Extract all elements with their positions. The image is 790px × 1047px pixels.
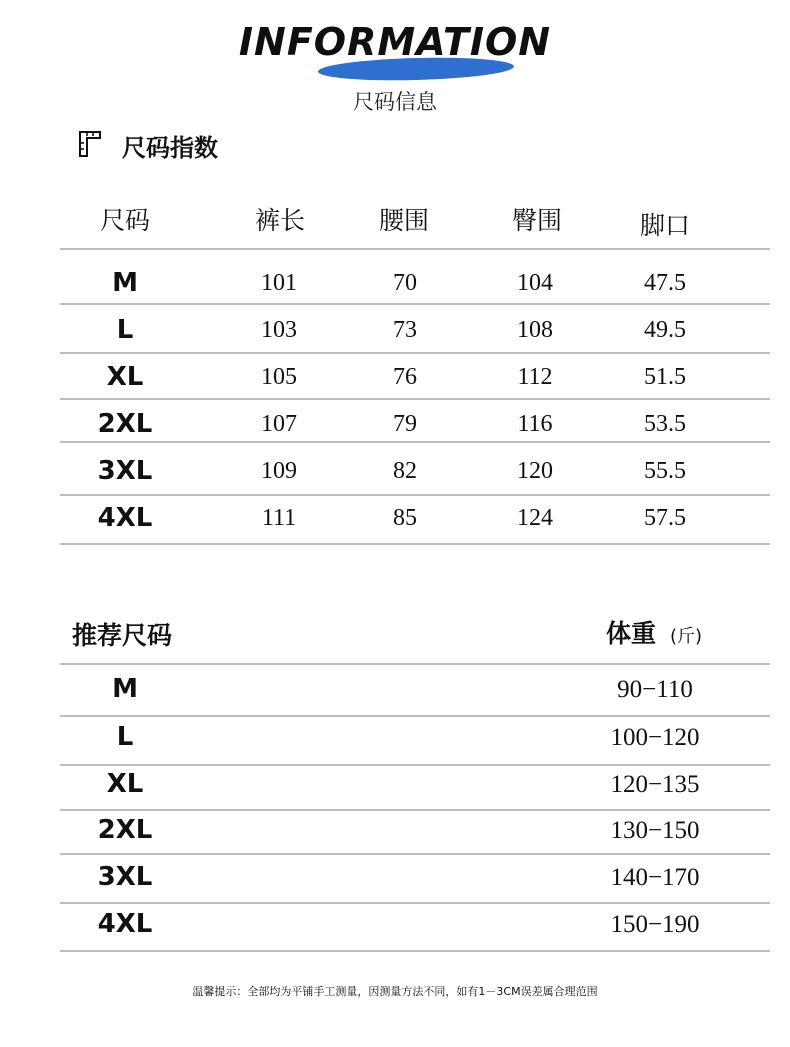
size-cell: XL [106, 362, 144, 392]
weight-cell: 100−120 [610, 724, 700, 751]
length-cell: 111 [261, 505, 297, 531]
recommend-size-cell: 4XL [97, 909, 153, 939]
length-cell: 105 [261, 364, 297, 390]
divider [60, 950, 770, 952]
weight-cell: 150−190 [610, 911, 700, 938]
page-subtitle: 尺码信息 [353, 90, 437, 114]
weight-cell: 120−135 [610, 771, 700, 798]
length-cell: 107 [261, 411, 297, 437]
col-header-waist: 腰围 [379, 206, 430, 235]
col-header-hip: 臀围 [512, 206, 563, 235]
weight-cell: 140−170 [610, 864, 700, 891]
weight-unit: (斤) [670, 626, 703, 647]
hip-cell: 104 [517, 270, 553, 296]
col-header-hem: 脚口 [640, 211, 691, 240]
divider [60, 715, 770, 717]
weight-cell: 130−150 [610, 817, 700, 844]
weight-header: 体重 [606, 619, 657, 648]
divider [60, 902, 770, 904]
divider [60, 663, 770, 665]
recommend-size-cell: M [112, 674, 138, 704]
length-cell: 103 [261, 317, 297, 343]
divider [60, 303, 770, 305]
divider [60, 352, 770, 354]
size-cell: 2XL [97, 409, 153, 439]
size-cell: 3XL [97, 456, 153, 486]
divider [60, 764, 770, 766]
hem-cell: 53.5 [644, 411, 686, 437]
divider [60, 398, 770, 400]
divider [60, 494, 770, 496]
weight-cell: 90−110 [617, 676, 693, 703]
size-cell: M [112, 268, 138, 298]
size-cell: L [116, 315, 134, 345]
hem-cell: 57.5 [644, 505, 686, 531]
hip-cell: 108 [517, 317, 553, 343]
hem-cell: 55.5 [644, 458, 686, 484]
waist-cell: 79 [393, 411, 417, 437]
hem-cell: 49.5 [644, 317, 686, 343]
section-title: 尺码指数 [122, 134, 218, 162]
hem-cell: 47.5 [644, 270, 686, 296]
divider [60, 248, 770, 250]
recommend-size-cell: L [116, 722, 134, 752]
ruler-icon [78, 130, 102, 158]
waist-cell: 73 [393, 317, 417, 343]
divider [60, 809, 770, 811]
recommend-size-cell: 2XL [97, 815, 153, 845]
hip-cell: 120 [517, 458, 553, 484]
length-cell: 101 [261, 270, 297, 296]
footnote: 温馨提示：全部均为平铺手工测量，因测量方法不同，如有1－3CM误差属合理范围 [192, 985, 598, 998]
col-header-size: 尺码 [100, 206, 151, 235]
divider [60, 853, 770, 855]
length-cell: 109 [261, 458, 297, 484]
waist-cell: 82 [393, 458, 417, 484]
hip-cell: 116 [517, 411, 553, 437]
recommend-size-cell: XL [106, 769, 144, 799]
divider [60, 543, 770, 545]
recommend-size-cell: 3XL [97, 862, 153, 892]
divider [60, 441, 770, 443]
col-header-length: 裤长 [255, 206, 306, 235]
recommend-size-header: 推荐尺码 [72, 621, 173, 650]
hip-cell: 124 [517, 505, 553, 531]
hem-cell: 51.5 [644, 364, 686, 390]
brand-title: INFORMATION [238, 20, 552, 64]
waist-cell: 85 [393, 505, 417, 531]
waist-cell: 70 [393, 270, 417, 296]
waist-cell: 76 [393, 364, 417, 390]
size-cell: 4XL [97, 503, 153, 533]
hip-cell: 112 [517, 364, 553, 390]
